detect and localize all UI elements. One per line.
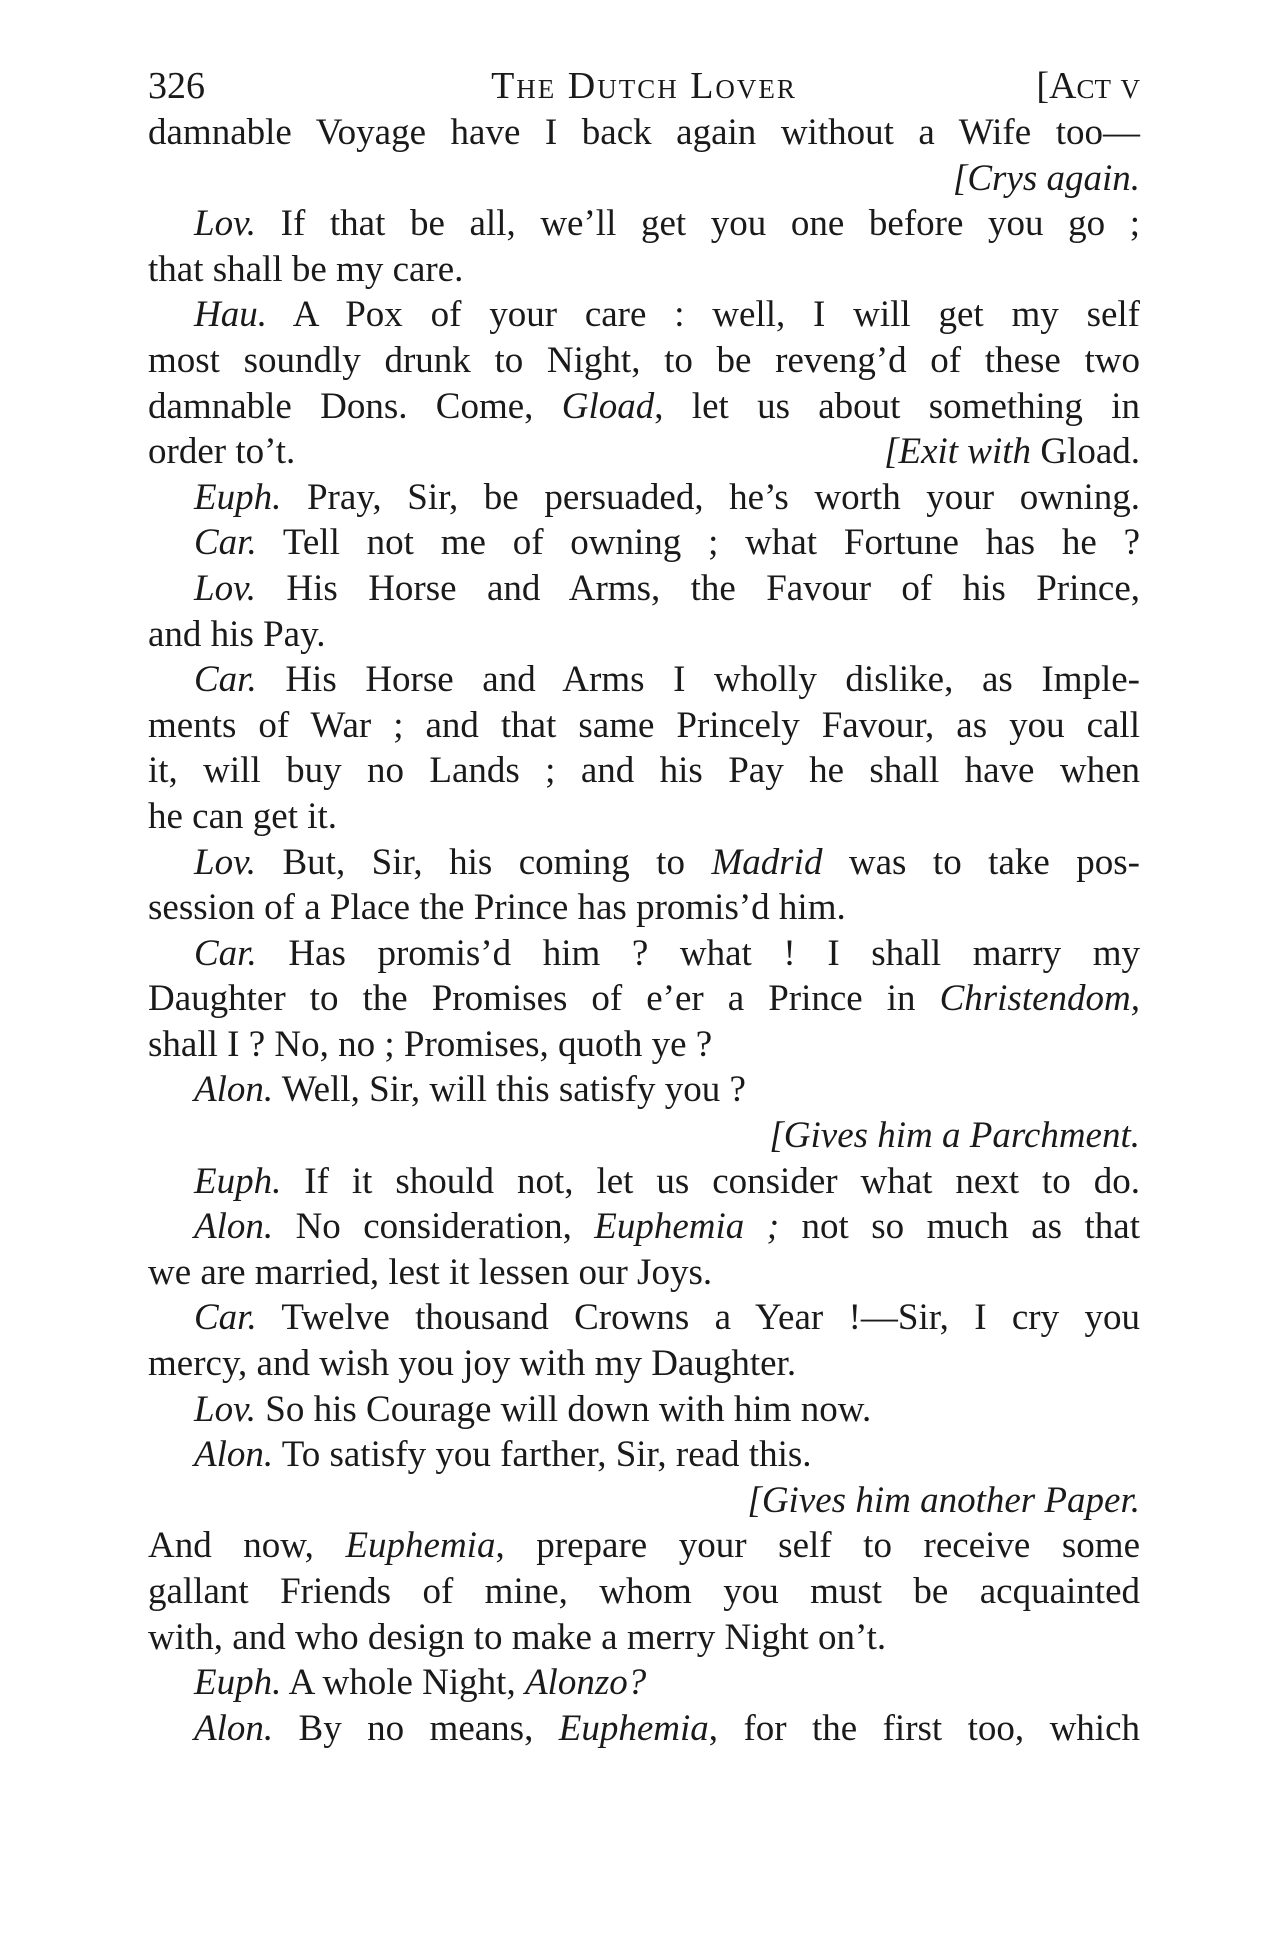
speaker-name: Lov.	[194, 1388, 257, 1430]
speaker-name: Alon.	[194, 1707, 274, 1749]
speaker-name: Alon.	[194, 1069, 274, 1111]
play-text	[148, 110, 1140, 1751]
speaker-name: Euph.	[194, 1662, 282, 1704]
line-text: , let us about something in	[654, 385, 1141, 427]
line-text: [Crys again.	[952, 157, 1140, 199]
speaker-name: Euph.	[194, 476, 282, 518]
running-header	[148, 62, 1140, 110]
speech-line	[148, 566, 1140, 612]
text-line	[148, 1250, 1140, 1296]
text-line	[148, 1022, 1140, 1068]
speaker-name: Hau.	[194, 294, 267, 336]
speaker-name: Alon.	[194, 1434, 274, 1476]
speech-line	[148, 1159, 1140, 1205]
text-line	[148, 612, 1140, 658]
line-text: session of a Place the Prince has promis’d him.	[148, 887, 846, 929]
speech-line	[148, 1706, 1140, 1752]
act-label: [Act v	[1036, 65, 1140, 107]
speaker-name: Euph.	[194, 1160, 282, 1202]
text-line	[148, 1615, 1140, 1661]
text-line	[148, 703, 1140, 749]
speech-line	[148, 657, 1140, 703]
speech-line	[148, 1067, 1140, 1113]
line-text: His Horse and Arms I wholly dislike, as Imple-	[256, 659, 1140, 701]
line-text: that shall be my care.	[148, 248, 464, 290]
text-line	[148, 338, 1140, 384]
line-text: And now,	[148, 1525, 346, 1567]
text-line	[148, 1341, 1140, 1387]
speech-line	[148, 840, 1140, 886]
text-line	[148, 1569, 1140, 1615]
speech-line	[148, 292, 1140, 338]
line-text: His Horse and Arms, the Favour of his Prince,	[256, 567, 1140, 609]
speech-line	[148, 475, 1140, 521]
speech-line	[148, 1204, 1140, 1250]
line-text: Twelve thousand Crowns a Year !—Sir, I cry you	[256, 1297, 1140, 1339]
speaker-name: Alon.	[194, 1206, 274, 1248]
stage-direction	[148, 1478, 1140, 1524]
speaker-name: Car.	[194, 1297, 257, 1339]
speaker-name: Car.	[194, 932, 257, 974]
speech-line	[148, 520, 1140, 566]
text-line	[148, 885, 1140, 931]
speaker-name: Car.	[194, 522, 257, 564]
line-text: A Pox of your care : well, I will get my self	[266, 294, 1140, 336]
line-text: To satisfy you farther, Sir, read this.	[273, 1434, 812, 1476]
line-text: , prepare your self to receive some	[495, 1525, 1140, 1567]
text-line	[148, 429, 1140, 475]
text-line	[148, 748, 1140, 794]
line-text: Has promis’d him ? what ! I shall marry my	[256, 932, 1140, 974]
line-text: If it should not, let us consider what next to do.	[281, 1160, 1140, 1202]
line-text: [Gives him another Paper.	[747, 1479, 1140, 1521]
line-text: was to take pos-	[822, 841, 1140, 883]
line-text: [Gives him a Parchment.	[769, 1115, 1140, 1157]
line-text: shall I ? No, no ; Promises, quoth ye ?	[148, 1023, 713, 1065]
line-text: ments of War ; and that same Princely Favour, as you call	[148, 704, 1140, 746]
text-line	[148, 247, 1140, 293]
line-text: But, Sir, his coming to	[256, 841, 712, 883]
text-line	[148, 110, 1140, 156]
speech-line	[148, 931, 1140, 977]
speaker-name: Lov.	[194, 203, 257, 245]
character-name: Alonzo?	[524, 1662, 647, 1704]
running-title: The Dutch Lover	[491, 65, 797, 107]
line-text: we are married, lest it lessen our Joys.	[148, 1251, 713, 1293]
place-name: Madrid	[711, 841, 823, 883]
line-text: If that be all, we’ll get you one before you go ;	[256, 203, 1140, 245]
line-text: So his Courage will down with him now.	[256, 1388, 872, 1430]
character-name: Euphemia	[558, 1707, 709, 1749]
speech-line	[148, 1295, 1140, 1341]
text-line	[148, 794, 1140, 840]
line-text: Well, Sir, will this satisfy you ?	[273, 1069, 746, 1111]
line-text: not so much as that	[779, 1206, 1140, 1248]
line-text: damnable Dons. Come,	[148, 385, 562, 427]
text-line	[148, 1523, 1140, 1569]
page-number: 326	[148, 65, 205, 107]
line-text: he can get it.	[148, 795, 338, 837]
character-name: Euphemia ;	[594, 1206, 780, 1248]
stage-direction	[148, 1113, 1140, 1159]
speaker-name: Car.	[194, 659, 257, 701]
line-text: damnable Voyage have I back again without a Wife too—	[148, 112, 1140, 153]
speech-line	[148, 1387, 1140, 1433]
line-text: Tell not me of owning ; what Fortune has he ?	[256, 522, 1140, 564]
line-text: it, will buy no Lands ; and his Pay he shall have when	[148, 750, 1140, 792]
line-text: Daughter to the Promises of e’er a Prince in	[148, 978, 940, 1020]
stage-direction-text: [Exit with	[884, 431, 1041, 473]
line-text: with, and who design to make a merry Night on’t.	[148, 1616, 887, 1658]
line-text: most soundly drunk to Night, to be reveng’d of these two	[148, 339, 1140, 381]
text-line	[148, 976, 1140, 1022]
place-name: Christendom,	[939, 978, 1140, 1020]
line-text: mercy, and wish you joy with my Daughter.	[148, 1343, 797, 1385]
speech-line	[148, 1432, 1140, 1478]
character-name: Gload	[561, 385, 655, 427]
line-text: order to’t.	[148, 431, 296, 473]
character-name: Gload.	[1040, 431, 1140, 473]
stage-direction	[148, 156, 1140, 202]
speaker-name: Lov.	[194, 567, 257, 609]
line-text: , for the first too, which	[708, 1707, 1140, 1749]
speaker-name: Lov.	[194, 841, 257, 883]
speech-line	[148, 1660, 1140, 1706]
line-text: Pray, Sir, be persuaded, he’s worth your owning.	[281, 476, 1140, 518]
speech-line	[148, 201, 1140, 247]
character-name: Euphemia	[345, 1525, 496, 1567]
line-text: A whole Night,	[281, 1662, 525, 1704]
line-text: No consideration,	[273, 1206, 595, 1248]
stage-direction	[884, 429, 1140, 475]
line-text: By no means,	[273, 1707, 559, 1749]
line-text: and his Pay.	[148, 613, 326, 655]
line-text: gallant Friends of mine, whom you must be acquainted	[148, 1571, 1140, 1612]
text-line	[148, 384, 1140, 430]
